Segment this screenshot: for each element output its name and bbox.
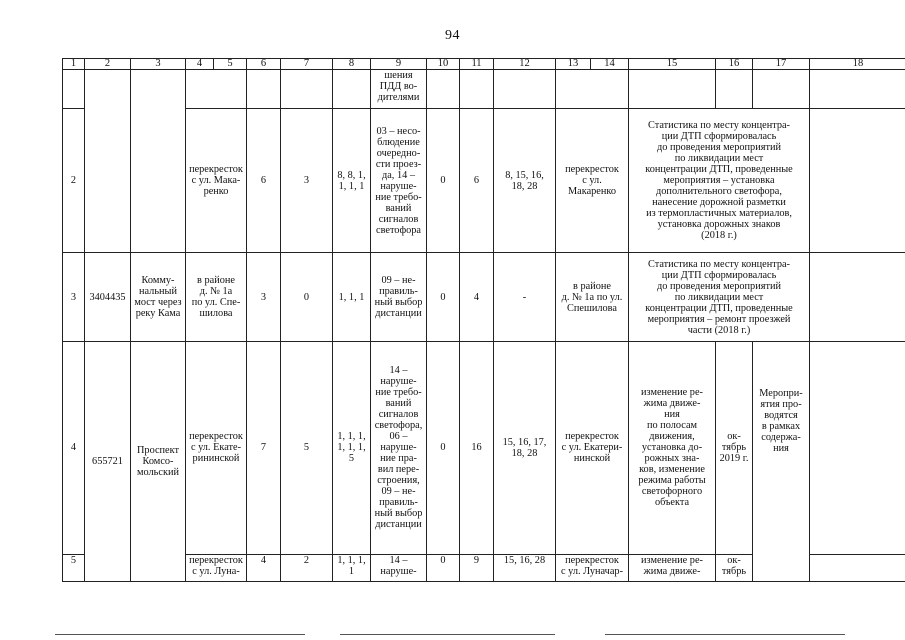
accidents-count: 6 xyxy=(247,109,281,253)
accident-types: 1, 1, 1, 1 xyxy=(333,554,371,581)
deadline xyxy=(716,70,753,109)
accident-types xyxy=(333,70,371,109)
accidents-count xyxy=(247,70,281,109)
column-number: 2 xyxy=(85,59,131,70)
table-row xyxy=(63,253,905,342)
measures: Статистика по месту концентра- ции ДТП сформировалась до проведения мероприятий по ликвидации мест концентрации ДТП, проведенные мероприятия – установка дополнительного светофора, нанесение дорожной разметки из термопластичных материалов, установка дорожных знаков (2018 г.) xyxy=(629,109,810,253)
road-code: 3404435 xyxy=(85,253,131,342)
injured-count: 5 xyxy=(281,342,333,555)
table-row xyxy=(63,109,905,253)
column-number: 5 xyxy=(214,59,247,70)
place-description xyxy=(556,70,629,109)
location: в районе д. № 1а по ул. Спе- шилова xyxy=(186,253,247,342)
violations: 14 – наруше- ние требо- ваний сигналов светофора, 06 – наруше- ние пра- вил пере- строения, 09 – не- правиль- ный выбор дистанции xyxy=(371,342,427,555)
col-18-value xyxy=(810,70,905,109)
column-number: 18 xyxy=(810,59,905,70)
accidents-count: 7 xyxy=(247,342,281,555)
column-number: 8 xyxy=(333,59,371,70)
column-number: 6 xyxy=(247,59,281,70)
accident-types: 8, 8, 1, 1, 1, 1 xyxy=(333,109,371,253)
column-number: 11 xyxy=(460,59,494,70)
injured-count xyxy=(281,70,333,109)
column-number: 17 xyxy=(753,59,810,70)
violations: 09 – не- правиль- ный выбор дистанции xyxy=(371,253,427,342)
violations: шения ПДД во- дителями xyxy=(371,70,427,109)
col-11-value: 9 xyxy=(460,554,494,581)
row-number: 4 xyxy=(63,342,85,555)
injured-count: 3 xyxy=(281,109,333,253)
col-10-value: 0 xyxy=(427,109,460,253)
column-number: 7 xyxy=(281,59,333,70)
col-18-value xyxy=(810,253,905,342)
column-number: 14 xyxy=(591,59,629,70)
accident-types: 1, 1, 1 xyxy=(333,253,371,342)
col-12-value: 15, 16, 17, 18, 28 xyxy=(494,342,556,555)
col-12-value: 8, 15, 16, 18, 28 xyxy=(494,109,556,253)
col-11-value: 16 xyxy=(460,342,494,555)
note xyxy=(753,70,810,109)
column-number: 1 xyxy=(63,59,85,70)
place-description: перекресток с ул. Екатери- нинской xyxy=(556,342,629,555)
column-number: 10 xyxy=(427,59,460,70)
col-18-value xyxy=(810,554,905,581)
column-number: 4 xyxy=(186,59,214,70)
road-name: Проспект Комсо- мольский xyxy=(131,342,186,582)
measures: Статистика по месту концентра- ции ДТП сформировалась до проведения мероприятий по ликвидации мест концентрации ДТП, проведенные мероприятия – ремонт проезжей части (2018 г.) xyxy=(629,253,810,342)
col-10-value: 0 xyxy=(427,554,460,581)
column-number: 15 xyxy=(629,59,716,70)
violations: 14 – наруше- xyxy=(371,554,427,581)
location: перекресток с ул. Луна- xyxy=(186,554,247,581)
place-description: перекресток с ул. Макаренко xyxy=(556,109,629,253)
road-name xyxy=(131,70,186,253)
col-18-value xyxy=(810,109,905,253)
road-code xyxy=(85,70,131,253)
measures: изменение ре- жима движе- ния по полосам движения, установка до- рожных зна- ков, изменение режима работы светофорного объекта xyxy=(629,342,716,555)
column-number: 13 xyxy=(556,59,591,70)
col-11-value xyxy=(460,70,494,109)
deadline: ок- тябрь 2019 г. xyxy=(716,342,753,555)
injured-count: 2 xyxy=(281,554,333,581)
column-number-row xyxy=(63,59,905,70)
column-number: 16 xyxy=(716,59,753,70)
location: перекресток с ул. Екате- рининской xyxy=(186,342,247,555)
injured-count: 0 xyxy=(281,253,333,342)
footer-rule-left xyxy=(55,634,305,635)
place-description: перекресток с ул. Луначар- xyxy=(556,554,629,581)
row-number: 3 xyxy=(63,253,85,342)
col-10-value: 0 xyxy=(427,342,460,555)
place-description: в районе д. № 1а по ул. Спешилова xyxy=(556,253,629,342)
deadline: ок- тябрь xyxy=(716,554,753,581)
accident-types: 1, 1, 1, 1, 1, 1, 5 xyxy=(333,342,371,555)
accidents-count: 3 xyxy=(247,253,281,342)
row-number: 2 xyxy=(63,109,85,253)
col-12-value: 15, 16, 28 xyxy=(494,554,556,581)
location xyxy=(186,70,247,109)
col-10-value xyxy=(427,70,460,109)
col-18-value xyxy=(810,342,905,555)
col-11-value: 4 xyxy=(460,253,494,342)
data-table xyxy=(62,58,905,582)
col-11-value: 6 xyxy=(460,109,494,253)
page-number: 94 xyxy=(445,28,460,43)
accidents-count: 4 xyxy=(247,554,281,581)
col-10-value: 0 xyxy=(427,253,460,342)
table-row xyxy=(63,70,905,109)
measures xyxy=(629,70,716,109)
row-number xyxy=(63,70,85,109)
violations: 03 – несо- блюдение очередно- сти проез- да, 14 – наруше- ние требо- ваний сигналов светофора xyxy=(371,109,427,253)
column-number: 9 xyxy=(371,59,427,70)
column-number: 3 xyxy=(131,59,186,70)
footer-rule-middle xyxy=(340,634,555,635)
road-code: 655721 xyxy=(85,342,131,582)
road-name: Комму- нальный мост через реку Кама xyxy=(131,253,186,342)
table-row xyxy=(63,342,905,555)
col-12-value xyxy=(494,70,556,109)
location: перекресток с ул. Мака- ренко xyxy=(186,109,247,253)
col-12-value: - xyxy=(494,253,556,342)
measures: изменение ре- жима движе- xyxy=(629,554,716,581)
row-number: 5 xyxy=(63,554,85,581)
column-number: 12 xyxy=(494,59,556,70)
footer-rule-right xyxy=(605,634,845,635)
note: Меропри- ятия про- водятся в рамках содержа- ния xyxy=(753,342,810,582)
